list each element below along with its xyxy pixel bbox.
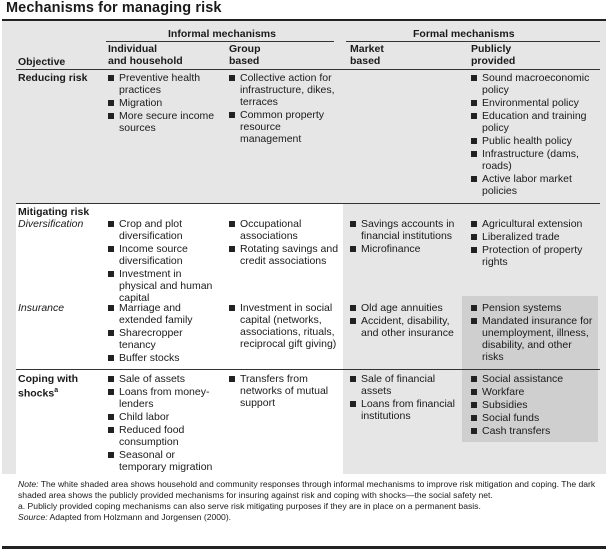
source-text: Adapted from Holzmann and Jorgensen (2000). — [47, 512, 232, 522]
list-item: Subsidies — [471, 399, 595, 411]
list-item: Old age annuities — [350, 302, 460, 314]
header-individual-line1: Individual — [108, 43, 158, 55]
footnote-a: a. Publicly provided coping mechanisms can also serve risk mitigating purposes if they are in place on a permanent basis. — [18, 501, 481, 511]
header-group — [229, 43, 261, 67]
header-group-line2: based — [229, 55, 260, 67]
header-bottom-rule — [16, 69, 600, 70]
header-public — [471, 43, 515, 67]
insurance-group-cell — [229, 302, 339, 351]
footnote-marker: a — [54, 387, 59, 394]
source-paragraph — [18, 512, 596, 523]
list-item: Protection of property rights — [471, 244, 595, 268]
list-item: Liberalized trade — [471, 231, 595, 243]
list-item: Sound macroeconomic policy — [471, 72, 595, 96]
header-individual — [108, 43, 183, 67]
header-public-line2: provided — [471, 55, 516, 67]
list-item: Crop and plot diversification — [108, 218, 220, 242]
list-item: Environmental policy — [471, 97, 595, 109]
list-item: Transfers from networks of mutual support — [229, 373, 329, 409]
row-coping-label-shocks: shocks — [18, 387, 55, 400]
mitigating-row-bottom-rule — [16, 369, 600, 370]
insurance-market-cell — [350, 302, 460, 340]
list-item: Agricultural extension — [471, 218, 595, 230]
list-item: Investment in physical and human capital — [108, 268, 220, 304]
list-item: Child labor — [108, 411, 220, 423]
row-reducing-risk-label: Reducing risk — [18, 72, 88, 84]
list-item: Investment in social capital (networks, associations, rituals, reciprocal gift giving) — [229, 302, 339, 350]
list-item: Rotating savings and credit associations — [229, 243, 341, 267]
row-coping-label — [18, 373, 78, 400]
list-item: Mandated insurance for unemployment, illness, disability, and other risks — [471, 315, 595, 363]
reducing-group-cell — [229, 72, 341, 146]
coping-public-cell — [471, 373, 595, 438]
insurance-public-cell — [471, 302, 595, 364]
list-item: Cash transfers — [471, 425, 595, 437]
reducing-row-bottom-rule — [16, 203, 600, 204]
header-public-line1: Publicly — [471, 43, 512, 55]
formal-header-rule — [346, 41, 600, 42]
header-market-line2: based — [350, 55, 381, 67]
list-item: Public health policy — [471, 135, 595, 147]
list-item: Preventive health practices — [108, 72, 220, 96]
risk-table-figure — [2, 0, 606, 552]
note-text: The white shaded area shows household and community responses through informal mechanisms to improve risk mitigation and coping. The dark shaded area shows the publicly provided mechanisms for insuring against risk and coping with shocks—the social safety net. — [18, 479, 596, 500]
list-item: Accident, disability, and other insurance — [350, 315, 460, 339]
header-formal-mechanisms: Formal mechanisms — [413, 28, 515, 40]
list-item: Sale of assets — [108, 373, 220, 385]
diversification-individual-cell — [108, 218, 220, 305]
header-group-line1: Group — [229, 43, 261, 55]
list-item: Workfare — [471, 386, 595, 398]
list-item: Seasonal or temporary migration — [108, 449, 220, 473]
list-item: Education and training policy — [471, 110, 595, 134]
list-item: Loans from money-lenders — [108, 386, 220, 410]
list-item: Microfinance — [350, 243, 460, 255]
list-item: Income source diversification — [108, 243, 220, 267]
row-insurance-label: Insurance — [18, 302, 65, 314]
informal-header-rule — [106, 41, 334, 42]
list-item: Migration — [108, 97, 220, 109]
row-mitigating-risk-label: Mitigating risk — [18, 206, 90, 218]
list-item: Occupational associations — [229, 218, 341, 242]
coping-market-cell — [350, 373, 460, 423]
reducing-public-cell — [471, 72, 595, 198]
list-item: Savings accounts in financial institutions — [350, 218, 460, 242]
figure-title: Mechanisms for managing risk — [6, 0, 222, 16]
row-diversification-label: Diversification — [18, 218, 84, 230]
list-item: Social funds — [471, 412, 595, 424]
list-item: Pension systems — [471, 302, 595, 314]
list-item: Infrastructure (dams, roads) — [471, 148, 595, 172]
list-item: Active labor market policies — [471, 173, 595, 197]
row-coping-label-line1: Coping with — [18, 373, 79, 385]
insurance-individual-cell — [108, 302, 220, 365]
source-label: Source: — [18, 512, 48, 522]
coping-individual-cell — [108, 373, 220, 474]
list-item: More secure income sources — [108, 110, 220, 134]
list-item: Common property resource management — [229, 109, 341, 145]
note-label: Note: — [18, 479, 39, 489]
diversification-group-cell — [229, 218, 341, 268]
diversification-market-cell — [350, 218, 460, 256]
bottom-rule — [2, 546, 606, 549]
reducing-individual-cell — [108, 72, 220, 135]
header-market-line1: Market — [350, 43, 384, 55]
list-item: Loans from financial institutions — [350, 398, 460, 422]
header-individual-line2: and household — [108, 55, 183, 67]
header-informal-mechanisms: Informal mechanisms — [168, 28, 276, 40]
list-item: Reduced food consumption — [108, 424, 220, 448]
table-notes — [18, 479, 596, 523]
coping-group-cell — [229, 373, 329, 410]
list-item: Buffer stocks — [108, 352, 220, 364]
list-item: Sale of financial assets — [350, 373, 460, 397]
row-coping-label-line2 — [18, 385, 78, 400]
note-paragraph — [18, 479, 596, 501]
header-market — [350, 43, 384, 67]
list-item: Sharecropper tenancy — [108, 327, 220, 351]
list-item: Collective action for infrastructure, dikes, terraces — [229, 72, 341, 108]
diversification-public-cell — [471, 218, 595, 269]
header-objective: Objective — [18, 56, 66, 68]
list-item: Marriage and extended family — [108, 302, 220, 326]
list-item: Social assistance — [471, 373, 595, 385]
